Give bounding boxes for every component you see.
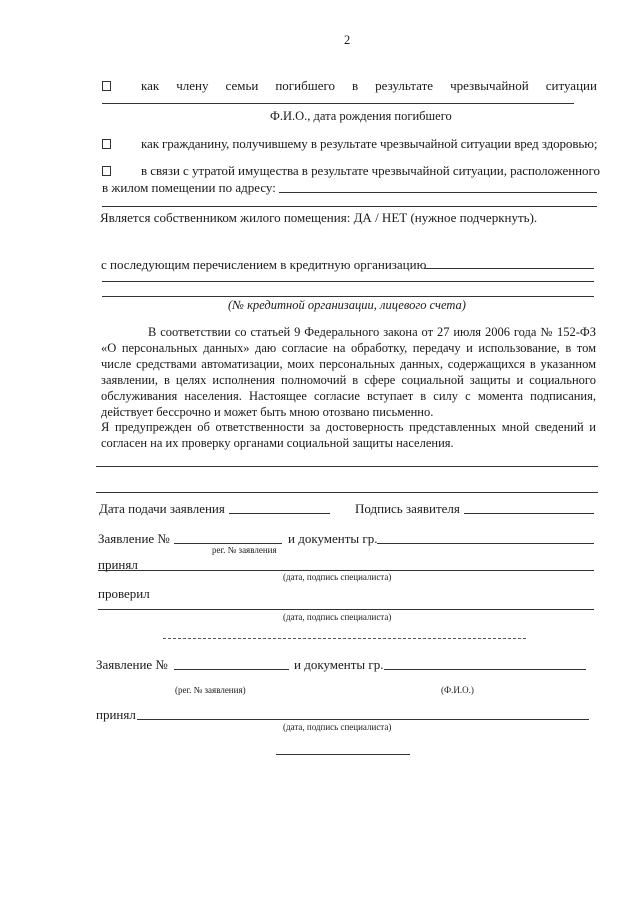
option-family-member-word: семьи [225, 78, 259, 93]
consent-line-2: «О персональных данных» даю согласие на обработку, передачу и использование, в том [101, 341, 596, 355]
credit-org-line-2[interactable] [102, 281, 594, 282]
application2-number-label: Заявление № [96, 657, 168, 672]
option-health-damage-text: как гражданину, получившему в результате чрезвычайной ситуации вред здоровью; [141, 136, 598, 151]
option-property-loss-line2: в жилом помещении по адресу: [102, 180, 276, 195]
application2-fio-caption: (Ф.И.О.) [441, 685, 474, 695]
consent-line-4: заявлении, в целях исполнения полномочий в сфере социальной защиты и социального [101, 373, 596, 387]
option-family-member-word: ситуации [545, 78, 597, 93]
applicant-signature-line[interactable] [464, 513, 594, 514]
application1-accepted-label: принял [98, 557, 138, 572]
separator-line-2 [96, 492, 598, 493]
option-family-member-word: погибшего [275, 78, 335, 93]
application2-accepted-caption: (дата, подпись специалиста) [283, 722, 392, 732]
application2-citizen-line[interactable] [384, 669, 586, 670]
option-family-member-word: члену [176, 78, 209, 93]
consent-line-3: числе средствами автоматизации, моих персональных данных, содержащихся в указанном [101, 357, 596, 371]
owner-statement: Является собственником жилого помещения: ДА / НЕТ (нужное подчеркнуть). [100, 210, 538, 225]
application1-accepted-line[interactable] [98, 570, 594, 571]
checkbox-property-loss[interactable] [102, 166, 111, 176]
option-property-loss-line1: в связи с утратой имущества в результате чрезвычайной ситуации, расположенного [141, 163, 600, 178]
application2-accepted-label: принял [96, 707, 136, 722]
application1-accepted-caption: (дата, подпись специалиста) [283, 572, 392, 582]
applicant-signature-label: Подпись заявителя [355, 501, 460, 516]
deceased-name-caption: Ф.И.О., дата рождения погибшего [270, 109, 452, 123]
consent-line-7: Я предупрежден об ответственности за достоверность представленных мной сведений и [101, 420, 596, 434]
page-number: 2 [344, 33, 351, 47]
application1-docs-label: и документы гр. [288, 531, 378, 546]
credit-org-line-1[interactable] [424, 268, 594, 269]
separator-line-1 [96, 466, 598, 467]
consent-line-8: согласен на их проверку органами социальной защиты населения. [101, 436, 454, 450]
application1-checked-line[interactable] [98, 609, 594, 610]
option-family-member-word: результате [375, 78, 434, 93]
application2-number-line[interactable] [174, 669, 289, 670]
consent-line-5: обслуживания населения. Настоящее согласие вступает в силу с момента подписания, [101, 389, 596, 403]
credit-org-label: с последующим перечислением в кредитную организацию [101, 257, 427, 272]
address-line-2[interactable] [102, 206, 597, 207]
application2-accepted-line[interactable] [137, 719, 589, 720]
checkbox-family-member[interactable] [102, 81, 111, 91]
application2-reg-caption: (рег. № заявления) [175, 685, 246, 695]
application1-reg-caption: рег. № заявления [212, 545, 277, 555]
final-signature-line[interactable] [276, 754, 410, 755]
option-family-member-text [141, 79, 597, 92]
address-line-1[interactable] [279, 192, 597, 193]
option-family-member-word: чрезвычайной [450, 78, 529, 93]
application2-docs-label: и документы гр. [294, 657, 384, 672]
deceased-name-line[interactable] [102, 103, 574, 104]
application1-checked-label: проверил [98, 586, 150, 601]
submission-date-label: Дата подачи заявления [99, 501, 225, 516]
credit-org-line-3[interactable] [102, 296, 594, 297]
consent-line-6: действует бессрочно и может быть мною отозвано письменно. [101, 405, 434, 419]
credit-org-caption: (№ кредитной организации, лицевого счета) [228, 298, 466, 312]
consent-line-1: В соответствии со статьей 9 Федерального закона от 27 июля 2006 года № 152-ФЗ [148, 325, 596, 339]
application1-citizen-line[interactable] [377, 543, 594, 544]
cut-line [163, 638, 526, 639]
checkbox-health-damage[interactable] [102, 139, 111, 149]
submission-date-line[interactable] [229, 513, 330, 514]
option-family-member-word: в [352, 78, 359, 93]
option-family-member-word: как [141, 78, 160, 93]
application1-checked-caption: (дата, подпись специалиста) [283, 612, 392, 622]
application1-number-label: Заявление № [98, 531, 170, 546]
application1-number-line[interactable] [174, 543, 282, 544]
